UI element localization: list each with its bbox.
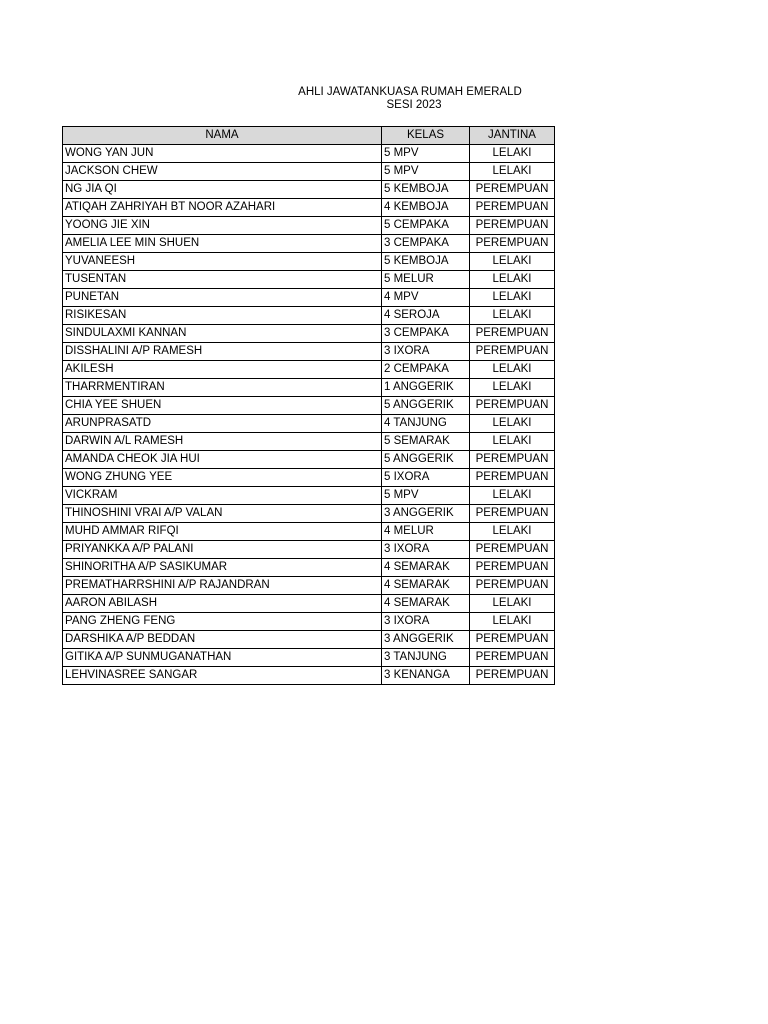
document-title: AHLI JAWATANKUASA RUMAH EMERALD <box>298 86 522 98</box>
cell-nama: JACKSON CHEW <box>63 163 382 181</box>
table-row <box>63 289 555 307</box>
table-row <box>63 487 555 505</box>
cell-jantina: LELAKI <box>470 289 555 307</box>
table-row <box>63 307 555 325</box>
column-header-kelas: KELAS <box>382 127 470 145</box>
table-row <box>63 469 555 487</box>
cell-nama: YUVANEESH <box>63 253 382 271</box>
cell-jantina: PEREMPUAN <box>470 505 555 523</box>
cell-jantina: PEREMPUAN <box>470 451 555 469</box>
table-row <box>63 271 555 289</box>
cell-kelas: 4 SEMARAK <box>382 577 470 595</box>
table-row <box>63 379 555 397</box>
table-row <box>63 253 555 271</box>
cell-nama: RISIKESAN <box>63 307 382 325</box>
cell-jantina: LELAKI <box>470 595 555 613</box>
cell-nama: THINOSHINI VRAI A/P VALAN <box>63 505 382 523</box>
cell-nama: WONG YAN JUN <box>63 145 382 163</box>
cell-kelas: 1 ANGGERIK <box>382 379 470 397</box>
cell-nama: MUHD AMMAR RIFQI <box>63 523 382 541</box>
table-row <box>63 649 555 667</box>
document-subtitle: SESI 2023 <box>386 99 442 111</box>
cell-nama: SHINORITHA A/P SASIKUMAR <box>63 559 382 577</box>
cell-kelas: 3 IXORA <box>382 613 470 631</box>
cell-jantina: LELAKI <box>470 523 555 541</box>
table-row <box>63 577 555 595</box>
table-row <box>63 217 555 235</box>
table-row <box>63 595 555 613</box>
committee-table <box>62 126 555 685</box>
table-row <box>63 199 555 217</box>
cell-kelas: 5 MPV <box>382 487 470 505</box>
cell-nama: SINDULAXMI KANNAN <box>63 325 382 343</box>
table-row <box>63 343 555 361</box>
cell-jantina: LELAKI <box>470 253 555 271</box>
cell-nama: YOONG JIE XIN <box>63 217 382 235</box>
cell-jantina: PEREMPUAN <box>470 631 555 649</box>
cell-jantina: LELAKI <box>470 271 555 289</box>
cell-kelas: 4 KEMBOJA <box>382 199 470 217</box>
cell-kelas: 3 CEMPAKA <box>382 325 470 343</box>
cell-kelas: 3 IXORA <box>382 541 470 559</box>
cell-nama: TUSENTAN <box>63 271 382 289</box>
cell-nama: NG JIA QI <box>63 181 382 199</box>
table-row <box>63 631 555 649</box>
cell-kelas: 4 SEROJA <box>382 307 470 325</box>
cell-kelas: 5 KEMBOJA <box>382 181 470 199</box>
cell-nama: ARUNPRASATD <box>63 415 382 433</box>
cell-jantina: LELAKI <box>470 487 555 505</box>
cell-jantina: LELAKI <box>470 145 555 163</box>
table-row <box>63 613 555 631</box>
cell-jantina: PEREMPUAN <box>470 397 555 415</box>
cell-kelas: 5 IXORA <box>382 469 470 487</box>
cell-jantina: LELAKI <box>470 415 555 433</box>
cell-kelas: 4 MPV <box>382 289 470 307</box>
cell-jantina: PEREMPUAN <box>470 325 555 343</box>
cell-nama: AMELIA LEE MIN SHUEN <box>63 235 382 253</box>
cell-kelas: 3 CEMPAKA <box>382 235 470 253</box>
table-row <box>63 433 555 451</box>
cell-kelas: 3 ANGGERIK <box>382 505 470 523</box>
cell-nama: PUNETAN <box>63 289 382 307</box>
cell-nama: GITIKA A/P SUNMUGANATHAN <box>63 649 382 667</box>
table-row <box>63 667 555 685</box>
cell-nama: PRIYANKKA A/P PALANI <box>63 541 382 559</box>
table-row <box>63 451 555 469</box>
table-row <box>63 523 555 541</box>
cell-nama: LEHVINASREE SANGAR <box>63 667 382 685</box>
cell-nama: WONG ZHUNG YEE <box>63 469 382 487</box>
cell-jantina: LELAKI <box>470 613 555 631</box>
cell-kelas: 3 ANGGERIK <box>382 631 470 649</box>
cell-kelas: 5 MPV <box>382 145 470 163</box>
cell-jantina: PEREMPUAN <box>470 217 555 235</box>
table-body <box>63 145 555 685</box>
cell-kelas: 4 MELUR <box>382 523 470 541</box>
cell-nama: PREMATHARRSHINI A/P RAJANDRAN <box>63 577 382 595</box>
cell-kelas: 3 TANJUNG <box>382 649 470 667</box>
cell-kelas: 4 SEMARAK <box>382 559 470 577</box>
cell-nama: CHIA YEE SHUEN <box>63 397 382 415</box>
cell-kelas: 5 ANGGERIK <box>382 451 470 469</box>
cell-nama: DARWIN A/L RAMESH <box>63 433 382 451</box>
cell-jantina: LELAKI <box>470 307 555 325</box>
column-header-nama: NAMA <box>63 127 382 145</box>
cell-jantina: PEREMPUAN <box>470 667 555 685</box>
table-row <box>63 541 555 559</box>
table-row <box>63 505 555 523</box>
table-row <box>63 361 555 379</box>
cell-jantina: LELAKI <box>470 163 555 181</box>
cell-nama: ATIQAH ZAHRIYAH BT NOOR AZAHARI <box>63 199 382 217</box>
table-row <box>63 559 555 577</box>
cell-kelas: 4 SEMARAK <box>382 595 470 613</box>
cell-kelas: 5 SEMARAK <box>382 433 470 451</box>
cell-jantina: LELAKI <box>470 361 555 379</box>
table-row <box>63 181 555 199</box>
cell-jantina: PEREMPUAN <box>470 343 555 361</box>
cell-kelas: 3 IXORA <box>382 343 470 361</box>
cell-jantina: PEREMPUAN <box>470 541 555 559</box>
cell-jantina: PEREMPUAN <box>470 577 555 595</box>
table-row <box>63 145 555 163</box>
cell-kelas: 5 CEMPAKA <box>382 217 470 235</box>
column-header-jantina: JANTINA <box>470 127 555 145</box>
cell-nama: AARON ABILASH <box>63 595 382 613</box>
cell-kelas: 2 CEMPAKA <box>382 361 470 379</box>
cell-nama: AKILESH <box>63 361 382 379</box>
cell-nama: PANG ZHENG FENG <box>63 613 382 631</box>
cell-kelas: 5 KEMBOJA <box>382 253 470 271</box>
cell-jantina: PEREMPUAN <box>470 649 555 667</box>
cell-jantina: PEREMPUAN <box>470 199 555 217</box>
table-row <box>63 163 555 181</box>
cell-kelas: 3 KENANGA <box>382 667 470 685</box>
table-header-row <box>63 127 555 145</box>
cell-jantina: PEREMPUAN <box>470 235 555 253</box>
cell-jantina: PEREMPUAN <box>470 559 555 577</box>
cell-jantina: PEREMPUAN <box>470 181 555 199</box>
cell-nama: DISSHALINI A/P RAMESH <box>63 343 382 361</box>
cell-kelas: 5 MELUR <box>382 271 470 289</box>
table-row <box>63 397 555 415</box>
cell-nama: THARRMENTIRAN <box>63 379 382 397</box>
cell-jantina: PEREMPUAN <box>470 469 555 487</box>
cell-nama: DARSHIKA A/P BEDDAN <box>63 631 382 649</box>
cell-kelas: 5 MPV <box>382 163 470 181</box>
cell-nama: AMANDA CHEOK JIA HUI <box>63 451 382 469</box>
cell-jantina: LELAKI <box>470 379 555 397</box>
table-row <box>63 325 555 343</box>
table-row <box>63 415 555 433</box>
cell-jantina: LELAKI <box>470 433 555 451</box>
table-row <box>63 235 555 253</box>
cell-kelas: 5 ANGGERIK <box>382 397 470 415</box>
cell-nama: VICKRAM <box>63 487 382 505</box>
cell-kelas: 4 TANJUNG <box>382 415 470 433</box>
